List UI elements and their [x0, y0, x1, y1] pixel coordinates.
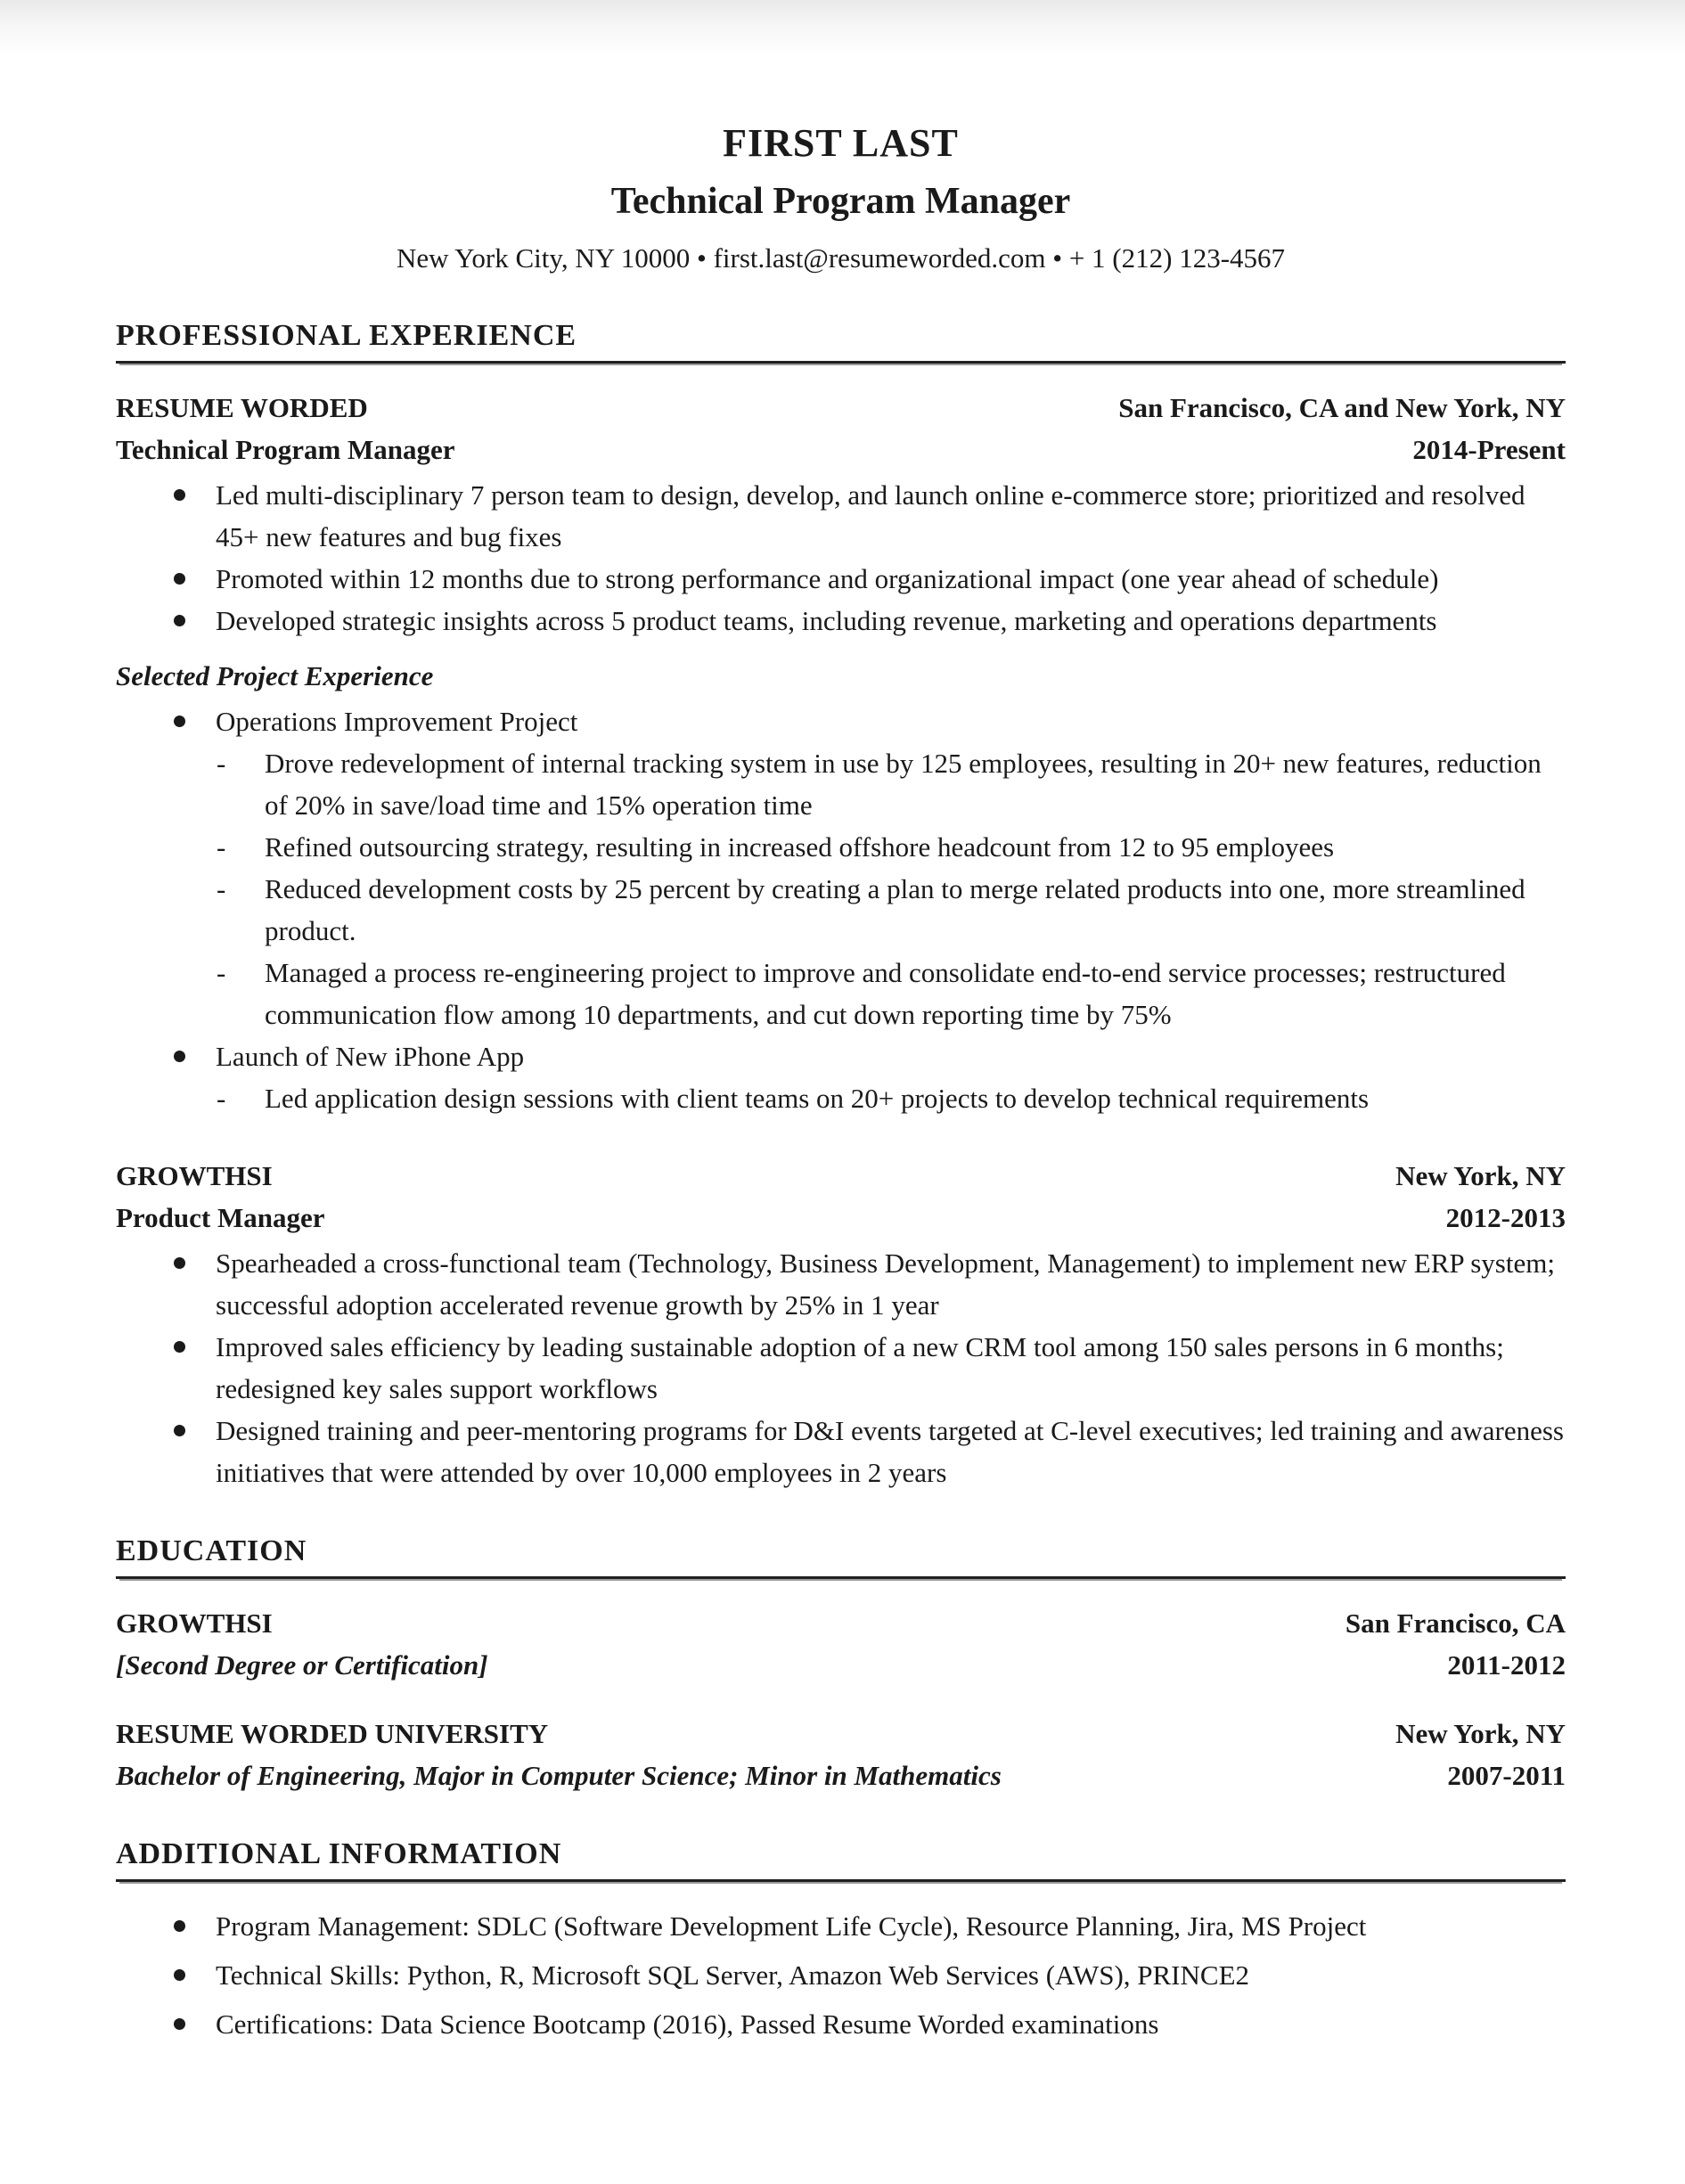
school-location: San Francisco, CA: [1345, 1607, 1566, 1639]
bullet-item: [116, 558, 1566, 600]
bullet-text: Program Management: SDLC (Software Development Life Cycle), Resource Planning, Jira, MS Project: [216, 1910, 1367, 1942]
degree-name: [Second Degree or Certification]: [116, 1649, 488, 1681]
section-heading-additional: ADDITIONAL INFORMATION: [116, 1836, 1566, 1882]
bullet-dot-icon: [174, 2003, 216, 2045]
project-item: [116, 1035, 1566, 1077]
project-detail-item: [116, 742, 1566, 826]
bullet-dot-icon: [174, 600, 216, 642]
section-professional-experience: [116, 317, 1566, 1493]
company-name: RESUME WORDED: [116, 392, 368, 423]
company-row: [116, 387, 1566, 429]
bullet-dot-icon: [174, 700, 216, 742]
project-name: Launch of New iPhone App: [216, 1041, 525, 1072]
education-entry-resume-worded-university: [116, 1713, 1566, 1796]
education-entry-growthsi: [116, 1602, 1566, 1686]
dash-marker: -: [217, 873, 226, 904]
bullet-item: [116, 1954, 1566, 1996]
bullet-item: [116, 1905, 1566, 1947]
project-detail-text: Led application design sessions with client teams on 20+ projects to develop technical requirements: [265, 1083, 1370, 1114]
school-location: New York, NY: [1395, 1718, 1566, 1749]
project-list: [116, 700, 1566, 1119]
company-row: [116, 1155, 1566, 1197]
company-name: GROWTHSI: [116, 1160, 273, 1191]
project-name: Operations Improvement Project: [216, 706, 578, 737]
bullet-dot-icon: [174, 558, 216, 600]
job-bullet-list: [116, 474, 1566, 642]
school-name: RESUME WORDED UNIVERSITY: [116, 1718, 549, 1749]
degree-dates: 2007-2011: [1447, 1760, 1566, 1791]
role-dates: 2014-Present: [1412, 434, 1566, 465]
section-heading-education: EDUCATION: [116, 1533, 1566, 1579]
bullet-text: Promoted within 12 months due to strong performance and organizational impact (one year ahead of schedule): [216, 563, 1439, 594]
project-detail-item: [116, 952, 1566, 1035]
dash-marker: -: [217, 748, 226, 779]
dash-marker: -: [217, 1083, 226, 1114]
project-detail-text: Managed a process re-engineering project to improve and consolidate end-to-end service processes; restructured communication flow among 10 departments, and cut down reporting time by 75%: [265, 957, 1506, 1030]
bullet-dot-icon: [174, 1035, 216, 1077]
bullet-dot-icon: [174, 1954, 216, 1996]
bullet-dot-icon: [174, 1905, 216, 1947]
bullet-dot-icon: [174, 474, 216, 558]
bullet-item: [116, 1410, 1566, 1493]
bullet-item: [116, 2003, 1566, 2045]
bullet-text: Certifications: Data Science Bootcamp (2016), Passed Resume Worded examinations: [216, 2008, 1159, 2040]
degree-dates: 2011-2012: [1447, 1649, 1566, 1681]
bullet-text: Improved sales efficiency by leading sustainable adoption of a new CRM tool among 150 sales persons in 6 months; redesigned key sales support workflows: [216, 1331, 1504, 1404]
degree-row: [116, 1644, 1566, 1686]
project-detail-text: Drove redevelopment of internal tracking system in use by 125 employees, resulting in 20+ new features, reduction of 20% in save/load time and 15% operation time: [265, 748, 1542, 821]
school-row: [116, 1713, 1566, 1755]
resume-header: [116, 119, 1566, 278]
dash-marker: -: [217, 831, 226, 863]
role-row: [116, 429, 1566, 470]
dash-marker: -: [217, 957, 226, 988]
project-detail-text: Refined outsourcing strategy, resulting in increased offshore headcount from 12 to 95 employees: [265, 831, 1335, 863]
degree-name: Bachelor of Engineering, Major in Computer Science; Minor in Mathematics: [116, 1760, 1002, 1791]
role-title: Product Manager: [116, 1202, 325, 1233]
bullet-text: Spearheaded a cross-functional team (Technology, Business Development, Management) to implement new ERP system; successful adoption accelerated revenue growth by 25% in 1 year: [216, 1247, 1555, 1321]
selected-projects-heading: Selected Project Experience: [116, 660, 434, 691]
bullet-text: Technical Skills: Python, R, Microsoft SQL Server, Amazon Web Services (AWS), PRINCE2: [216, 1959, 1250, 1991]
bullet-dot-icon: [174, 1242, 216, 1326]
bullet-item: [116, 600, 1566, 642]
project-detail-item: [116, 1077, 1566, 1119]
section-additional-information: [116, 1836, 1566, 2045]
contact-line: New York City, NY 10000 • first.last@resumeworded.com • + 1 (212) 123-4567: [396, 242, 1286, 274]
role-dates: 2012-2013: [1445, 1202, 1566, 1233]
job-entry-resume-worded: [116, 387, 1566, 1119]
additional-bullet-list: [116, 1905, 1566, 2045]
project-detail-item: [116, 826, 1566, 868]
school-row: [116, 1602, 1566, 1644]
section-education: [116, 1533, 1566, 1796]
person-job-title: Technical Program Manager: [610, 181, 1071, 222]
bullet-text: Designed training and peer-mentoring programs for D&I events targeted at C-level executives; led training and awareness initiatives that were attended by over 10,000 employees in 2 years: [216, 1415, 1564, 1488]
degree-row: [116, 1755, 1566, 1796]
bullet-item: [116, 474, 1566, 558]
section-heading-experience: PROFESSIONAL EXPERIENCE: [116, 317, 1566, 364]
bullet-text: Led multi-disciplinary 7 person team to design, develop, and launch online e-commerce store; prioritized and resolved 45+ new features and bug fixes: [216, 479, 1525, 552]
job-bullet-list: [116, 1242, 1566, 1493]
company-location: New York, NY: [1395, 1160, 1566, 1191]
job-entry-growthsi: [116, 1155, 1566, 1493]
bullet-dot-icon: [174, 1410, 216, 1493]
bullet-text: Developed strategic insights across 5 product teams, including revenue, marketing and operations departments: [216, 605, 1437, 636]
project-detail-item: [116, 868, 1566, 952]
bullet-dot-icon: [174, 1326, 216, 1410]
role-title: Technical Program Manager: [116, 434, 455, 465]
person-name: FIRST LAST: [723, 121, 959, 165]
project-detail-text: Reduced development costs by 25 percent by creating a plan to merge related products into one, more streamlined product.: [265, 873, 1525, 946]
bullet-item: [116, 1326, 1566, 1410]
project-item: [116, 700, 1566, 742]
company-location: San Francisco, CA and New York, NY: [1118, 392, 1566, 423]
role-row: [116, 1197, 1566, 1239]
school-name: GROWTHSI: [116, 1607, 273, 1639]
bullet-item: [116, 1242, 1566, 1326]
